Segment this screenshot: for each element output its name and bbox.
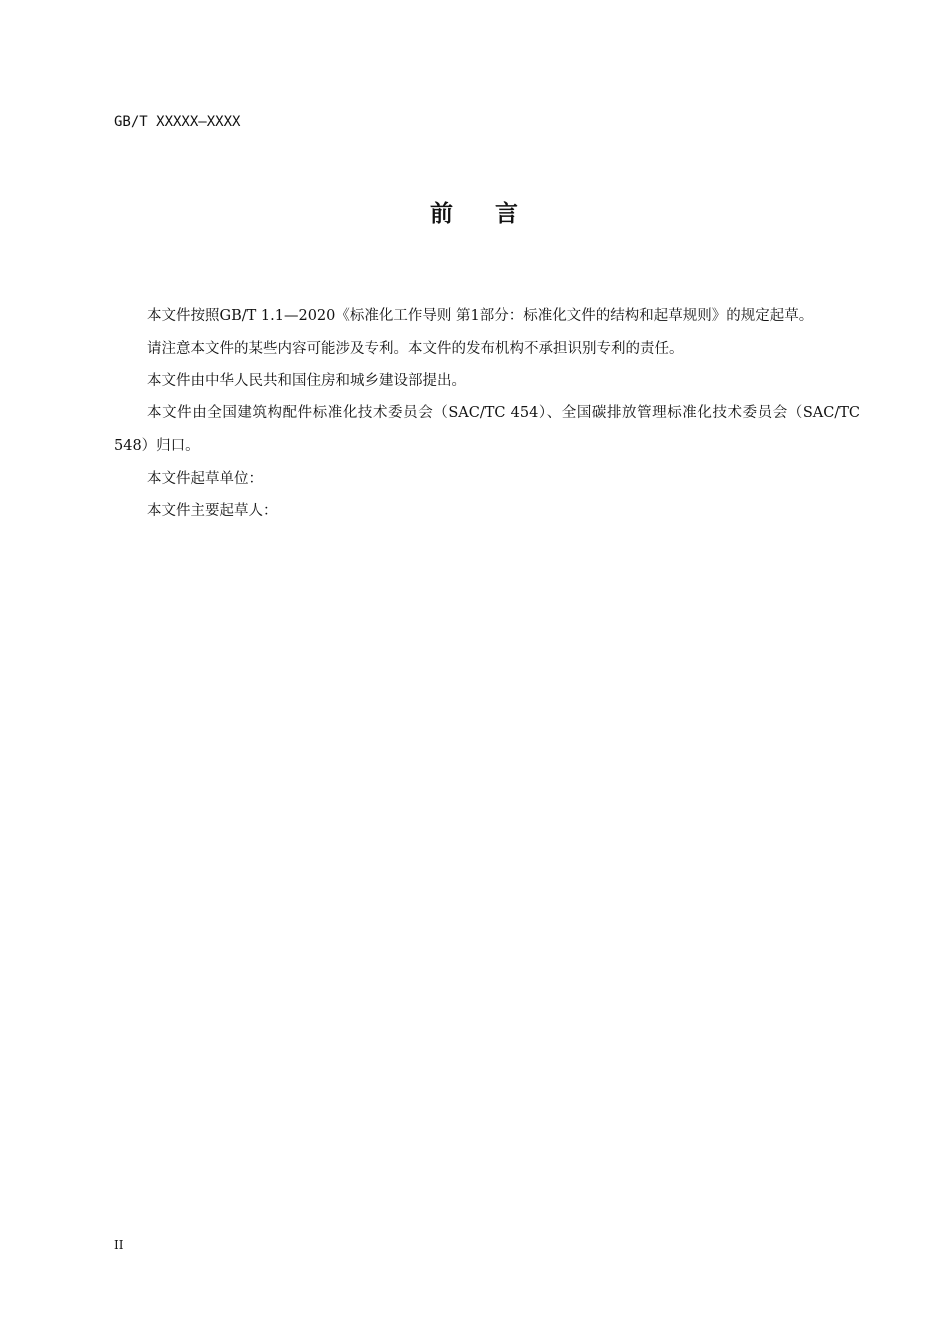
paragraph-proposer: 本文件由中华人民共和国住房和城乡建设部提出。 [147, 373, 466, 389]
paragraph-drafting-rules: 本文件按照GB/T 1.1—2020《标准化工作导则 第1部分：标准化文件的结构和起草规则》的规定起草。 [147, 308, 814, 324]
standard-code-header: GB/T XXXXX—XXXX [114, 114, 241, 130]
paragraph-drafting-units: 本文件起草单位： [147, 471, 263, 487]
page-number: II [114, 1238, 124, 1252]
paragraph-main-drafters: 本文件主要起草人： [147, 503, 278, 519]
paragraph-patent-notice: 请注意本文件的某些内容可能涉及专利。本文件的发布机构不承担识别专利的责任。 [147, 341, 684, 357]
paragraph-technical-committee: 本文件由全国建筑构配件标准化技术委员会（SAC/TC 454）、全国碳排放管理标准化技术委员会（SAC/TC 548）归口。 [114, 405, 860, 454]
foreword-body [114, 300, 860, 527]
foreword-title: 前 言 [429, 201, 521, 227]
